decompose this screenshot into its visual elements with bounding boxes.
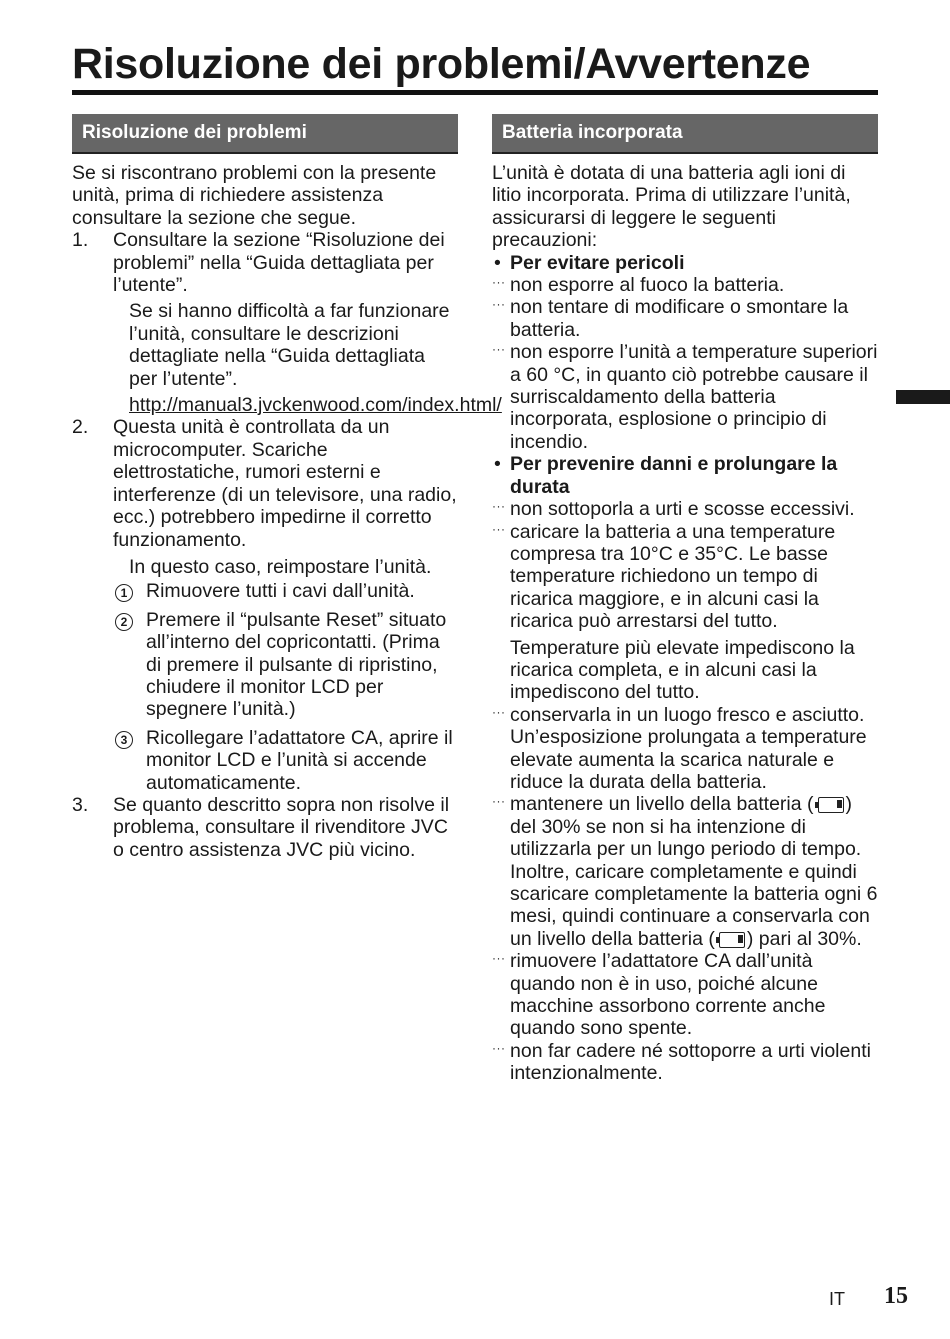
- dots-icon: ···: [492, 704, 506, 719]
- care-item: [492, 1040, 878, 1085]
- item-number: 3.: [72, 793, 89, 816]
- item-number: 1.: [72, 229, 89, 252]
- troubleshooting-intro: Se si riscontrano problemi con la presente unità, prima di richiedere assistenza consultare la sezione che segue.: [72, 162, 437, 229]
- bullet-heading-text: Per prevenire danni e prolungare la durata: [510, 453, 838, 498]
- hazard-item-text: non esporre al fuoco la batteria.: [510, 274, 785, 297]
- bullet-icon: •: [494, 453, 501, 476]
- battery-level-icon: [716, 932, 746, 948]
- care-item: [492, 704, 878, 794]
- dots-icon: ···: [492, 275, 506, 290]
- hazard-item-text: non esporre l’unità a temperature superiori a 60 °C, in quanto ciò potrebbe causare il surriscaldamento della batteria incorporata, esplosione o principio di incendio.: [510, 341, 878, 453]
- care-item: [492, 950, 878, 1040]
- hazard-item: [492, 341, 878, 453]
- care-item-text: rimuovere l’adattatore CA dall’unità quando non è in uso, poiché alcune macchine assorbono corrente anche quando sono spente.: [510, 950, 826, 1040]
- troubleshooting-column: [72, 114, 502, 861]
- battery-level-icon: [815, 797, 845, 813]
- care-item-text: caricare la batteria a una temperature compresa tra 10°C e 35°C. Le basse temperature richiedono un tempo di ricarica maggiore, e in alcuni casi la ricarica può arrestarsi del tutto.: [510, 520, 836, 633]
- care-item: [492, 521, 878, 633]
- care-item-text: Inoltre, caricare completamente e quindi scaricare completamente la batteria ogni 6 mesi, quindi continuare a conservarla con un livello della batteria (: [510, 860, 878, 950]
- care-item: [492, 793, 878, 950]
- dots-icon: ···: [492, 521, 506, 536]
- manual-link[interactable]: http://manual3.jvckenwood.com/index.html/: [129, 394, 502, 417]
- step-text: Ricollegare l’adattatore CA, aprire il monitor LCD e l’unità si accende automaticamente.: [146, 726, 453, 794]
- care-item-text: mantenere un livello della batteria (: [510, 793, 814, 816]
- care-item-continuation: Temperature più elevate impediscono la ricarica completa, e in alcuni casi la impediscono del tutto.: [510, 636, 855, 704]
- care-item-text: non sottoporla a urti e scosse eccessivi.: [510, 498, 855, 521]
- troubleshooting-heading: Risoluzione dei problemi: [72, 114, 458, 154]
- care-item: [492, 498, 878, 520]
- circled-number-icon: 3: [115, 731, 133, 749]
- item-text: Consultare la sezione “Risoluzione dei problemi” nella “Guida dettagliata per l’utente”.: [113, 229, 445, 297]
- item-number: 2.: [72, 416, 89, 439]
- dots-icon: ···: [492, 1040, 506, 1055]
- reset-step-2: [115, 609, 458, 721]
- reset-step-3: [115, 727, 458, 794]
- bullet-heading-hazards: [492, 252, 878, 274]
- page-number: 15: [884, 1283, 908, 1309]
- circled-number-icon: 1: [115, 584, 133, 602]
- dots-icon: ···: [492, 297, 506, 312]
- bullet-heading-durability: [492, 453, 878, 498]
- circled-number-icon: 2: [115, 613, 133, 631]
- battery-heading: Batteria incorporata: [492, 114, 878, 154]
- step-text: Premere il “pulsante Reset” situato all’interno del copricontatti. (Prima di premere il pulsante di ripristino, chiudere il monitor LCD per spegnere l’unità.): [146, 608, 447, 721]
- numbered-item-1: [72, 229, 502, 417]
- reset-step-1: [115, 580, 458, 602]
- dots-icon: ···: [492, 794, 506, 809]
- numbered-item-2: [72, 416, 458, 794]
- hazard-item-text: non tentare di modificare o smontare la batteria.: [510, 296, 849, 341]
- hazard-item: [492, 296, 878, 341]
- section-tab: [896, 390, 950, 404]
- care-item-text: conservarla in un luogo fresco e asciutto. Un’esposizione prolungata a temperature elevate aumenta la scarica naturale e riduce la durata della batteria.: [510, 703, 867, 793]
- care-item-text: ) del 30% se non si ha intenzione di utilizzarla per un lungo periodo di tempo.: [510, 793, 862, 861]
- bullet-heading-text: Per evitare pericoli: [510, 251, 685, 274]
- numbered-item-3: [72, 794, 458, 861]
- language-code: IT: [829, 1289, 845, 1309]
- dots-icon: ···: [492, 951, 506, 966]
- battery-intro: L’unità è dotata di una batteria agli ioni di litio incorporata. Prima di utilizzare l’unità, assicurarsi di leggere le seguenti precauzioni:: [492, 162, 851, 252]
- step-text: Rimuovere tutti i cavi dall’unità.: [146, 580, 415, 603]
- item-text: Se quanto descritto sopra non risolve il problema, consultare il rivenditore JVC o centro assistenza JVC più vicino.: [113, 793, 450, 861]
- page-title: Risoluzione dei problemi/Avvertenze: [72, 40, 811, 88]
- item-subtext: Se si hanno difficoltà a far funzionare l’unità, consultare le descrizioni dettagliate nella “Guida dettagliata per l’utente”.: [129, 300, 450, 390]
- title-rule: [72, 90, 878, 95]
- care-item-text: ) pari al 30%.: [746, 927, 862, 950]
- battery-column: [492, 114, 878, 1085]
- item-subtext: In questo caso, reimpostare l’unità.: [129, 555, 432, 578]
- dots-icon: ···: [492, 499, 506, 514]
- dots-icon: ···: [492, 342, 506, 357]
- care-item-text: non far cadere né sottoporre a urti violenti intenzionalmente.: [510, 1039, 871, 1085]
- hazard-item: [492, 274, 878, 296]
- bullet-icon: •: [494, 251, 501, 274]
- item-text: Questa unità è controllata da un microcomputer. Scariche elettrostatiche, rumori esterni e interferenze (di un televisore, una radio, ecc.) potrebbero impedirne il corretto funzionamento.: [113, 416, 457, 551]
